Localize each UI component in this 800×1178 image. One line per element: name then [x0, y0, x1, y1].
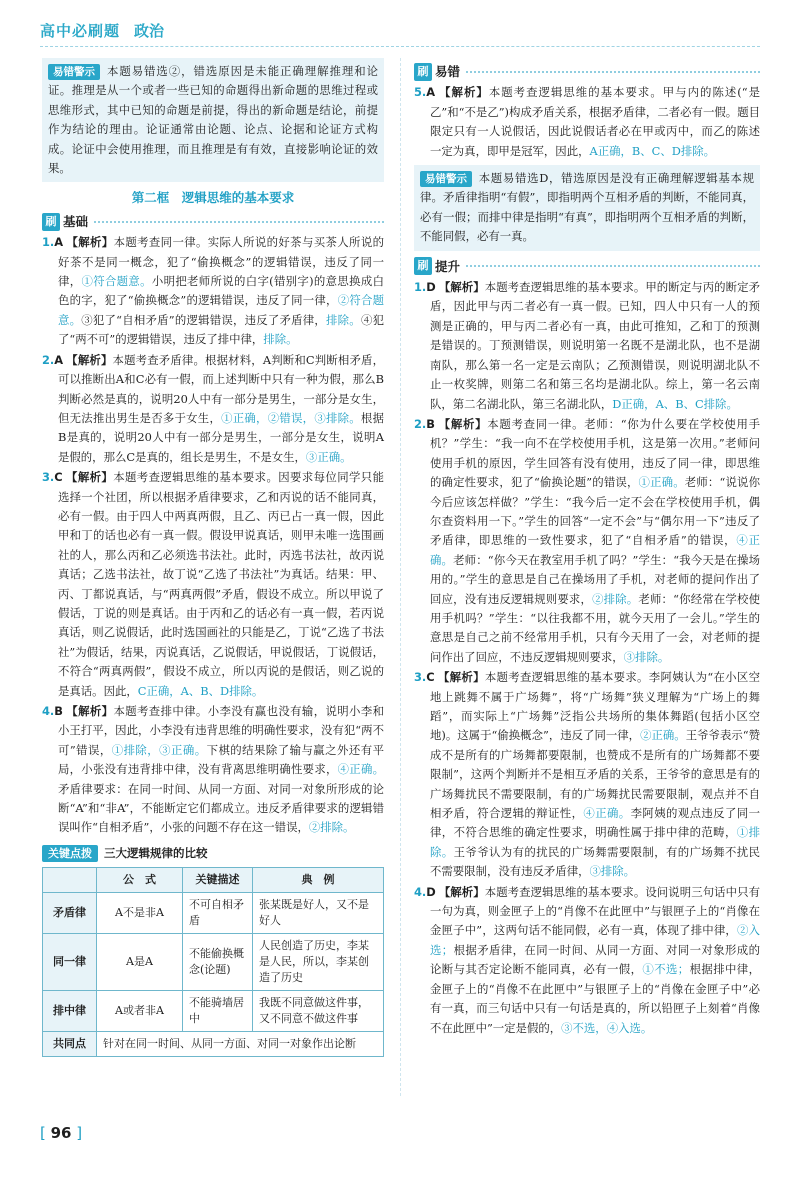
answer-letter: B: [426, 416, 435, 431]
analysis-text: 本题考查逻辑思维的基本要求。因要求每位同学只能选择一个社团，所以根据矛盾律要求，乙和丙说的话不能同真，必有一假。由于四人中两真两假，且乙、丙已占一真一假，因此甲和丁的话也必有一真一假。假设甲说真话，则甲未唯一选围画社的人，那么丙和乙必须选书法社。此时，丙选书法社，故丙说真话；乙选书法社，故丁说“乙选了书法社”为真话。结果：甲、丙、丁都说真话，与“两真两假”矛盾，假设不成立。所以甲说了假话，丁说的则是真话。由于丙和乙的话必有一真一假，若丙说真话，则乙说假话，此时选国画社的只能是乙，丁说“乙选了书法社”为假话，结果，丙说真话，乙说假话，甲说假话，丁说假话，不符合“两真两假”，假设不成立，所以丙说的是假话，则乙说的是真话。因此，: [58, 470, 384, 698]
section-head-jichu: [42, 212, 384, 231]
section-label: 易错: [435, 64, 461, 79]
table-cell: 针对在同一时间、从同一方面、对同一对象作出论断: [97, 1032, 384, 1057]
highlight: ①正确。: [638, 475, 685, 490]
question-number: 1.: [414, 280, 427, 295]
table-cell: 不能骑墙居中: [183, 991, 253, 1032]
table-row: [43, 893, 384, 934]
question-number: 2.: [414, 416, 427, 431]
analysis-text: 老师：“说说你今后应该怎样做？”学生：“我今后一定不会在学校使用手机，偶尔查资料用一下。”学生的回答“一定不会”与“偶尔用一下”违反了矛盾律，即思维的一致性要求，犯了“自相矛盾”的错误，: [430, 475, 760, 548]
key-point-head: [42, 844, 384, 863]
answer-item: [414, 668, 760, 881]
table-cell: 我既不同意做这件事，又不同意不做这件事: [253, 991, 384, 1032]
analysis-tag: 【解析】: [438, 884, 485, 899]
question-number: 1.: [42, 235, 55, 250]
answer-item: [414, 415, 760, 667]
highlight: ②排除。: [308, 820, 355, 835]
answer-item: [42, 468, 384, 701]
analysis-text: 本题考查排中律。小李没有赢也没有输，说明小李和小王打平，因此，小李没有违背思维的明确性要求，没有犯“两不可”错误，: [58, 704, 384, 757]
analysis-text: 李阿姨的观点违反了同一律，不符合思维的确定性要求，明确性属于排中律的范畴，: [430, 806, 760, 840]
analysis-tag: 【解析】: [66, 352, 113, 367]
analysis-text: 下棋的结果除了输与赢之外还有平局，小张没有违背排中律，没有背离思维明确性要求，: [58, 742, 384, 777]
highlight: ③正确。: [159, 742, 207, 757]
highlight: ②正确。: [640, 728, 686, 743]
highlight: ③排除。: [589, 864, 636, 879]
row-header: 同一律: [43, 934, 97, 991]
highlight: ④正确。: [337, 762, 384, 777]
row-header: 矛盾律: [43, 893, 97, 934]
answer-item: [414, 883, 760, 1038]
table-row: [43, 934, 384, 991]
dotted-rule: [466, 71, 760, 73]
analysis-tag: 【解析】: [65, 470, 114, 485]
analysis-text: 根据排中律，金匣子上的“肖像不在此匣中”与银匣子上的“肖像在金匣子中”必有一真，而三句话中只有一句话是真的，所以铅匣子上刻着“肖像不在此匣中”一定是假的，: [430, 962, 760, 1035]
answer-letter: A: [426, 85, 436, 100]
brush-icon: 刷: [414, 63, 432, 81]
highlight: ②入选；: [430, 923, 760, 957]
row-header: 共同点: [43, 1032, 97, 1057]
highlight: 排除。: [263, 332, 298, 347]
highlight: A、B、D排除。: [180, 683, 264, 698]
table-header-row: [43, 868, 384, 893]
analysis-text: 本题考查逻辑思维的基本要求。李阿姨认为“在小区空地上跳舞不属于广场舞”，将“广场舞”狭义理解为“广场上的舞蹈”，而实际上“广场舞”泛指公共场所的集体舞蹈(包括小区空地)。这属于“偷换概念”，违反了同一律，: [430, 670, 760, 743]
highlight: D正确，: [612, 396, 656, 411]
analysis-text: 王爷爷表示“赞成不是所有的广场舞都要限制，也赞成不是所有的广场舞都不要限制”，这两个判断并不是相互矛盾的关系，王爷爷的意思是有的广场舞扰民不需要限制，有的广场舞扰民需要限制，观点并不自相矛盾，符合逻辑的辩证性，: [430, 728, 760, 821]
highlight: ④正确。: [583, 806, 631, 821]
analysis-tag: 【解析】: [438, 85, 489, 100]
section-head-tisheng: [414, 257, 760, 276]
analysis-text: 王爷爷认为有的扰民的广场舞需要限制，有的广场舞不扰民不需要限制，没有违反矛盾律，: [430, 844, 760, 879]
highlight: B、C、D排除。: [631, 143, 716, 158]
header-rule: [40, 46, 760, 47]
highlight: ③排除。: [314, 410, 361, 425]
highlight: ③不选，: [561, 1020, 607, 1035]
question-number: 3.: [414, 670, 427, 685]
page-number: [ 96 ]: [40, 1124, 83, 1142]
table-row: [43, 1032, 384, 1057]
analysis-tag: 【解析】: [438, 280, 485, 295]
answer-item: [414, 83, 760, 161]
analysis-tag: 【解析】: [437, 670, 485, 685]
brush-icon: 刷: [42, 213, 60, 231]
table-cell: 人民创造了历史，李某是人民，所以，李某创造了历史: [253, 934, 384, 991]
tip-tag: 易错警示: [48, 64, 100, 80]
tip-box-right: [414, 165, 760, 251]
right-column: [414, 58, 760, 1039]
page-header: [40, 18, 164, 42]
table-header: 关键描述: [183, 868, 253, 893]
section-label: 提升: [435, 258, 461, 274]
dotted-rule: [466, 265, 760, 267]
analysis-text: 老师：“你经常在学校使用手机吗？”学生：“以往我都不用，就今天用了一会儿。”学生的意思是自己之前不经常用手机，只有今天用了一会，对老师的提问作出了回应，不违反逻辑规则要求，: [430, 591, 760, 664]
answer-letter: A: [54, 235, 64, 250]
analysis-text: 本题考查同一律。老师：“你为什么要在学校使用手机？”学生：“我一向不在学校使用手机，这是第一次用。”老师问使用手机的原因，学生回答有没有使用，违反了同一律，即思维的确定性要求，犯了“偷换论题”的错误，: [430, 416, 760, 490]
analysis-text: 老师：“你今天在教室用手机了吗？”学生：“我今天是在操场用的。”学生的意思是自己在操场用了手机，对老师的提问作出了回应，没有违反逻辑规则要求，: [430, 552, 760, 606]
answer-letter: D: [426, 280, 436, 295]
highlight: ②排除。: [592, 591, 639, 606]
section-head-yicuo: [414, 62, 760, 81]
question-number: 3.: [42, 470, 55, 485]
highlight: ①排除，: [111, 742, 160, 757]
highlight: ②错误，: [267, 410, 315, 425]
highlight: ①正确，: [221, 410, 268, 425]
analysis-text: 本题考查逻辑思维的基本要求。设问说明三句话中只有一句为真，则金匣子上的“肖像不在此匣中”与银匣子上的“肖像在金匣子中”，这两句话不能同假，必有一真，体现了排中律，: [430, 884, 760, 938]
answer-item: [42, 702, 384, 838]
highlight: A、B、C排除。: [655, 396, 738, 411]
dotted-rule: [94, 221, 384, 223]
brush-icon: 刷: [414, 257, 432, 275]
analysis-tag: 【解析】: [65, 704, 114, 718]
table-cell: A不是非A: [97, 893, 183, 934]
tip-tag: 易错警示: [420, 171, 472, 187]
analysis-text: 根据B是真的，说明20人中有一部分是男生，一部分是女生，说明A是假的，那么C是真的，组长是男生，不是女生，: [58, 410, 384, 464]
answer-item: [42, 233, 384, 349]
highlight: ③正确。: [305, 449, 352, 464]
answer-letter: C: [426, 670, 435, 685]
table-row: [43, 991, 384, 1032]
analysis-text: 本题考查矛盾律。根据材料，A判断和C判断相矛盾，可以推断出A和C必有一假，而上述判断中只有一种为假，那么B判断必然是真的，说明20人中有一部分是男生，一部分是女生，但无法推出男生是否多于女生，: [58, 352, 384, 425]
answer-letter: C: [54, 470, 63, 485]
table-header: [43, 868, 97, 893]
analysis-tag: 【解析】: [437, 416, 488, 431]
book-title: 高中必刷题: [40, 21, 121, 40]
highlight: ①符合题意。: [81, 274, 152, 289]
table-header: 公 式: [97, 868, 183, 893]
subject-label: 政治: [134, 21, 165, 40]
row-header: 排中律: [43, 991, 97, 1032]
analysis-text: 矛盾律要求：在同一时间、从同一方面、对同一对象所形成的论断“A”和“非A”，不能断定它们都成立。违反矛盾律要求的逻辑错误叫作“自相矛盾”，小张的问题不存在这一错误，: [58, 781, 384, 835]
answer-letter: A: [54, 352, 64, 367]
highlight: ①排除。: [430, 825, 760, 859]
highlight: ②符合题意。: [58, 293, 384, 327]
analysis-tag: 【解析】: [66, 235, 114, 250]
highlight: ①不选；: [642, 962, 690, 977]
tip-text: 本题易错选D，错选原因是没有正确理解逻辑基本规律。矛盾律指明“有假”，即指明两个互相矛盾的判断，不能同真，必有一假；而排中律是指明“有真”，即指明两个互相矛盾的判断，不能同假，必有一真。: [420, 171, 754, 244]
analysis-text: ③犯了“自相矛盾”的逻辑错误，违反了矛盾律，: [81, 312, 327, 327]
analysis-text: ④犯了“两不可”的逻辑错误，违反了排中律，: [58, 312, 384, 347]
analysis-text: 本题考查同一律。实际人所说的好茶与买茶人所说的好茶不是同一概念，犯了“偷换概念”的逻辑错误，违反了同一律，: [58, 235, 384, 289]
highlight: ③排除。: [623, 649, 670, 664]
analysis-text: 根据矛盾律，在同一时间、从同一方面、对同一对象形成的论断与其否定论断不能同真，必有一假，: [430, 942, 760, 977]
answer-letter: B: [54, 704, 63, 718]
tip-text: 本题易错选②，错选原因是未能正确理解推理和论证。推理是从一个或者一些已知的命题得出新命题的思维过程或思维形式，其中已知的命题是前提，得出的新命题是结论，前提作为结论的理由。论证通常由论题、论点、论据和论证方式构成。论证中会使用推理，而且推理是有有效，直接影响论证的效果。: [48, 64, 378, 176]
analysis-text: 本题考查逻辑思维的基本要求。甲的断定与丙的断定矛盾，因此甲与丙二者必有一真一假。已知，四人中只有一人的预测是正确的，甲与丙二者必有一真，由此可推知，乙和丁的预测是错误的。丁预测错误，则说明第一名既不是湖北队，也不是湖南队，那么第一名一定是云南队；乙预测错误，则说明湖北队不止一枚奖牌，则第二名和第三名均是湖北队。综上，第一名云南队，第二名湖北队，第三名湖北队，: [430, 280, 760, 411]
analysis-text: 本题考查逻辑思维的基本要求。甲与内的陈述(“是乙”和“不是乙”)构成矛盾关系，根据矛盾律，二者必有一假。题目限定只有一人说假话，因此说假话者必在甲或丙中，而乙的陈述一定为真，即甲是冠军，因此，: [430, 85, 760, 158]
highlight: A正确，: [589, 143, 632, 158]
question-number: 5.: [414, 85, 427, 100]
table-cell: A是A: [97, 934, 183, 991]
column-divider: [400, 58, 401, 1096]
table-header: 典 例: [253, 868, 384, 893]
section-label: 基础: [63, 213, 89, 229]
section-title: 第二框 逻辑思维的基本要求: [131, 190, 295, 206]
answer-item: [414, 278, 760, 414]
question-number: 4.: [42, 704, 55, 718]
analysis-text: 小明把老师所说的白字(错别字)的意思换成白色的字，犯了“偷换概念”的逻辑错误，违反了同一律，: [58, 274, 384, 308]
highlight: 排除。: [326, 312, 361, 327]
left-column: [42, 58, 384, 1057]
highlight: C正确，: [137, 683, 181, 698]
key-point-tag: 关键点拨: [42, 845, 98, 862]
highlight: ④正确。: [430, 533, 760, 567]
table-cell: 不能偷换概念(论题): [183, 934, 253, 991]
comparison-table: [42, 867, 384, 1057]
answer-item: [42, 351, 384, 467]
key-point-title: 三大逻辑规律的比较: [104, 845, 208, 860]
table-cell: 不可自相矛盾: [183, 893, 253, 934]
answer-letter: D: [426, 884, 436, 899]
highlight: ④入选。: [606, 1020, 653, 1035]
question-number: 2.: [42, 352, 55, 367]
tip-box-left: [42, 58, 384, 182]
page-number-value: 96: [50, 1124, 72, 1142]
question-number: 4.: [414, 884, 427, 899]
table-cell: A或者非A: [97, 991, 183, 1032]
table-cell: 张某既是好人，又不是好人: [253, 893, 384, 934]
